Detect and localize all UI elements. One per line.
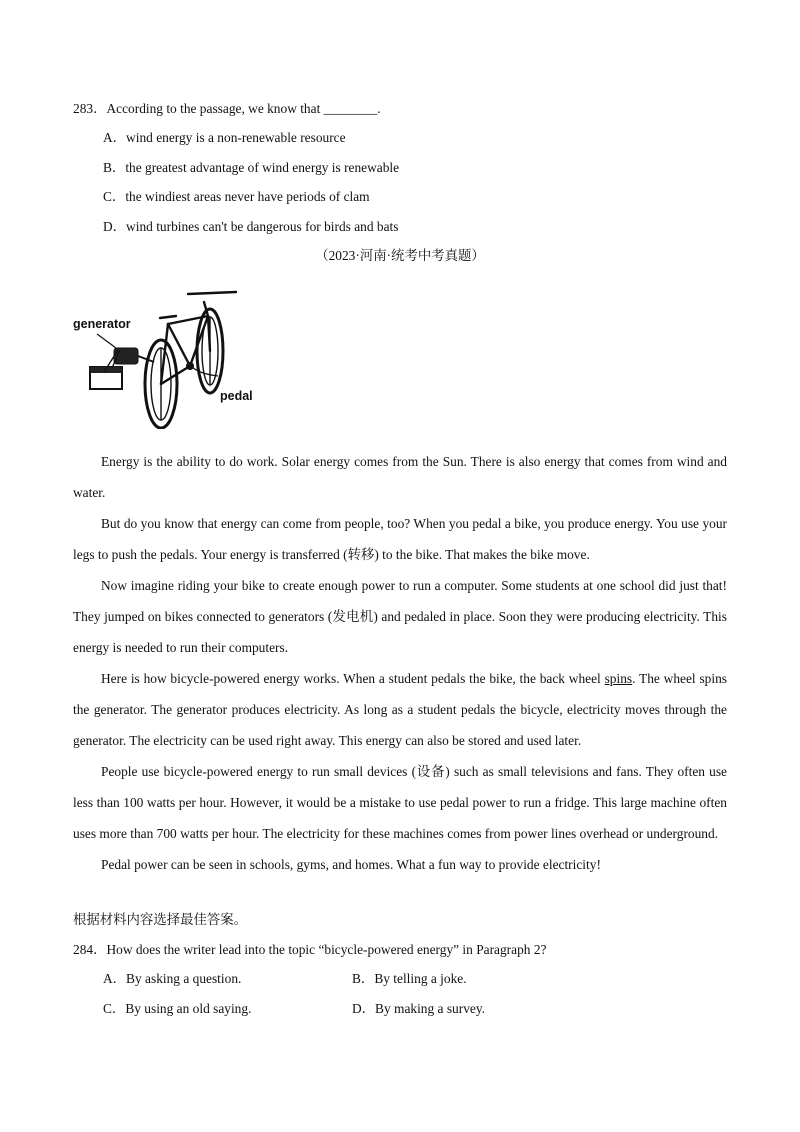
passage — [73, 446, 727, 880]
passage-paragraph-6: Pedal power can be seen in schools, gyms, and homes. What a fun way to provide electricity! — [101, 857, 601, 872]
passage-paragraph-4 — [73, 663, 727, 756]
passage-paragraph-5: People use bicycle-powered energy to run small devices (设备) such as small televisions and fans. They often use less than 100 watts per hour. However, it would be a mistake to use pedal power to run a fridge. This large machine often uses more than 700 watts per hour. The electricity for these machines comes from power lines overhead or underground. — [73, 764, 727, 841]
instruction-text: 根据材料内容选择最佳答案。 — [73, 912, 248, 927]
passage-paragraph-1: Energy is the ability to do work. Solar energy comes from the Sun. There is also energy that comes from wind and water. — [73, 454, 727, 500]
bicycle-icon — [72, 284, 262, 429]
question-284-option-a: A．By asking a question. — [103, 971, 242, 986]
question-284-option-b: B．By telling a joke. — [352, 971, 467, 986]
question-283-option-b: B．the greatest advantage of wind energy is renewable — [103, 160, 400, 175]
passage-paragraph-2: But do you know that energy can come from people, too? When you pedal a bike, you produce energy. You use your legs to push the pedals. Your energy is transferred (转移) to the bike. That makes the bike move. — [73, 516, 727, 562]
question-284-stem: 284．How does the writer lead into the topic “bicycle-powered energy” in Paragraph 2? — [73, 942, 547, 957]
passage-paragraph-4-part-1: Here is how bicycle-powered energy works. When a student pedals the bike, the back wheel — [101, 671, 605, 686]
passage-paragraph-4-part-2: . The wheel spins the generator. The generator produces electricity. As long as a student pedals the bicycle, electricity moves through the generator. The electricity can be used right away. This energy can also be stored and used later. — [73, 671, 727, 748]
question-283-option-c: C．the windiest areas never have periods of clam — [103, 189, 370, 204]
question-284-option-c: C．By using an old saying. — [103, 1001, 252, 1016]
question-283-stem: 283．According to the passage, we know that ________. — [73, 101, 381, 116]
source-note: （2023·河南·统考中考真题） — [315, 248, 485, 263]
bicycle-generator-illustration — [72, 284, 262, 429]
underlined-word-spins: spins — [604, 671, 633, 686]
passage-paragraph-3: Now imagine riding your bike to create enough power to run a computer. Some students at one school did just that! They jumped on bikes connected to generators (发电机) and pedaled in place. Soon they were producing electricity. This energy is needed to run their computers. — [73, 578, 727, 655]
question-283-option-a: A．wind energy is a non-renewable resource — [103, 130, 346, 145]
generator-label: generator — [73, 317, 131, 331]
pedal-label: pedal — [220, 389, 253, 403]
question-284-option-d: D．By making a survey. — [352, 1001, 486, 1016]
question-283-option-d: D．wind turbines can't be dangerous for birds and bats — [103, 219, 399, 234]
